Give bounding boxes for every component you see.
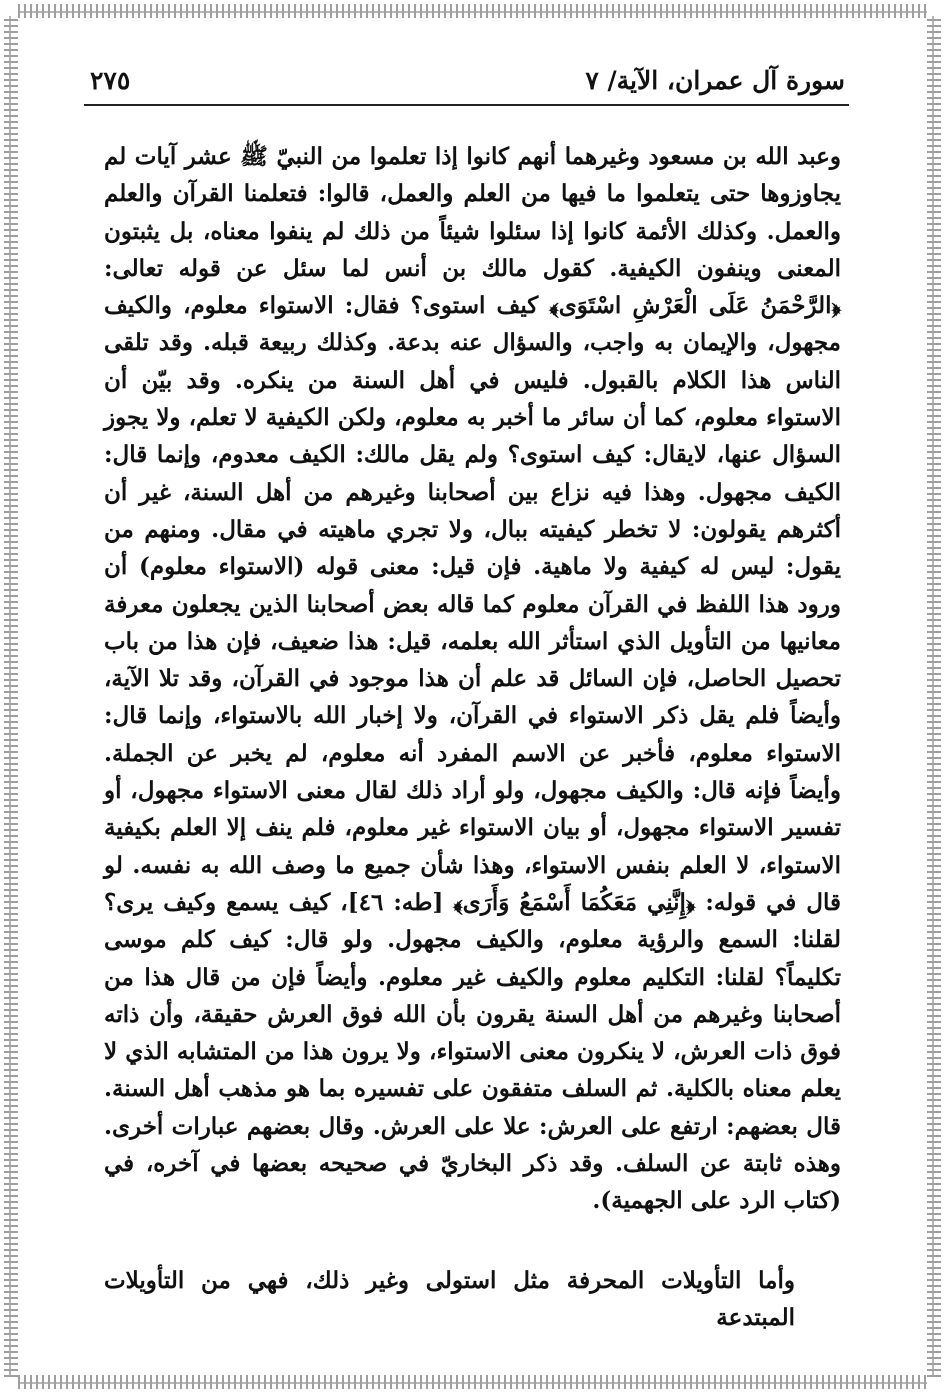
running-title: سورة آل عمران، الآية/ ٧ bbox=[585, 66, 845, 95]
main-text bbox=[104, 138, 841, 1220]
page-number: ٢٧٥ bbox=[90, 66, 131, 95]
body-paragraph: وعبد الله بن مسعود وغيرهما أنهم كانوا إذا تعلموا من النبيّ ﷺ عشر آيات لم يجاوزوها حتى يتعلموا ما فيها من العلم والعمل، قالوا: فتعلمنا القرآن والعلم والعمل. وكذلك الأئمة كانوا إذا سئلوا شيئاً من ذلك لم ينفوا معناه، بل يثبتون المعنى وينفون الكيفية. كقول مالك بن أنس لما سئل عن قوله تعالى: ﴿الرَّحْمَنُ عَلَى الْعَرْشِ اسْتَوَى﴾ كيف استوى؟ فقال: الاستواء معلوم، والكيف مجهول، والإيمان به واجب، والسؤال عنه بدعة. وكذلك ربيعة قبله. وقد تلقى الناس هذا الكلام بالقبول. فليس في أهل السنة من ينكره. وقد بيّن أن الاستواء معلوم، كما أن سائر ما أخبر به معلوم، ولكن الكيفية لا تعلم، ولا يجوز السؤال عنها، لايقال: كيف استوى؟ ولم يقل مالك: الكيف معدوم، وإنما قال: الكيف مجهول. وهذا فيه نزاع بين أصحابنا وغيرهم من أهل السنة، غير أن أكثرهم يقولون: لا تخطر كيفيته ببال، ولا تجري ماهيته في مقال. ومنهم من يقول: ليس له كيفية ولا ماهية. فإن قيل: معنى قوله (الاستواء معلوم) أن ورود هذا اللفظ في القرآن معلوم كما قاله بعض أصحابنا الذين يجعلون معرفة معانيها من التأويل الذي استأثر الله بعلمه، قيل: هذا ضعيف، فإن هذا من باب تحصيل الحاصل، فإن السائل قد علم أن هذا موجود في القرآن، وقد تلا الآية، وأيضاً فلم يقل ذكر الاستواء في القرآن، ولا إخبار الله بالاستواء، وإنما قال: الاستواء معلوم، فأخبر عن الاسم المفرد أنه معلوم، لم يخبر عن الجملة. وأيضاً فإنه قال: والكيف مجهول، ولو أراد ذلك لقال معنى الاستواء مجهول، أو تفسير الاستواء مجهول، أو بيان الاستواء غير معلوم، فلم ينف إلا العلم بكيفية الاستواء، لا العلم بنفس الاستواء، وهذا شأن جميع ما وصف الله به نفسه. لو قال في قوله: ﴿إِنَّنِي مَعَكُمَا أَسْمَعُ وَأَرَى﴾ [طه: ٤٦]، كيف يسمع وكيف يرى؟ لقلنا: السمع والرؤية معلوم، والكيف مجهول. ولو قال: كيف كلم موسى تكليماً؟ لقلنا: التكليم معلوم والكيف غير معلوم. وأيضاً فإن من قال هذا من أصحابنا وغيرهم من أهل السنة يقرون بأن الله فوق العرش حقيقة، وأن ذاته فوق ذات العرش، لا ينكرون معنى الاستواء، ولا يرون هذا من المتشابه الذي لا يعلم معناه بالكلية. ثم السلف متفقون على تفسيره بما هو مذهب أهل السنة. قال بعضهم: ارتفع على العرش: علا على العرش. وقال بعضهم عبارات أخرى. وهذه ثابتة عن السلف. وقد ذكر البخاريّ في صحيحه بعضها في آخره، في (كتاب الرد على الجهمية). bbox=[104, 143, 842, 1215]
page-header bbox=[90, 66, 845, 102]
ornamental-border-right bbox=[927, 16, 941, 1377]
ornamental-border-bottom bbox=[18, 1375, 927, 1389]
header-rule bbox=[84, 104, 849, 106]
ornamental-border-left bbox=[4, 16, 18, 1377]
closing-line: وأما التأويلات المحرفة مثل استولى وغير ذلك، فهي من التأويلات المبتدعة bbox=[104, 1267, 795, 1331]
ornamental-border-top bbox=[18, 4, 927, 18]
